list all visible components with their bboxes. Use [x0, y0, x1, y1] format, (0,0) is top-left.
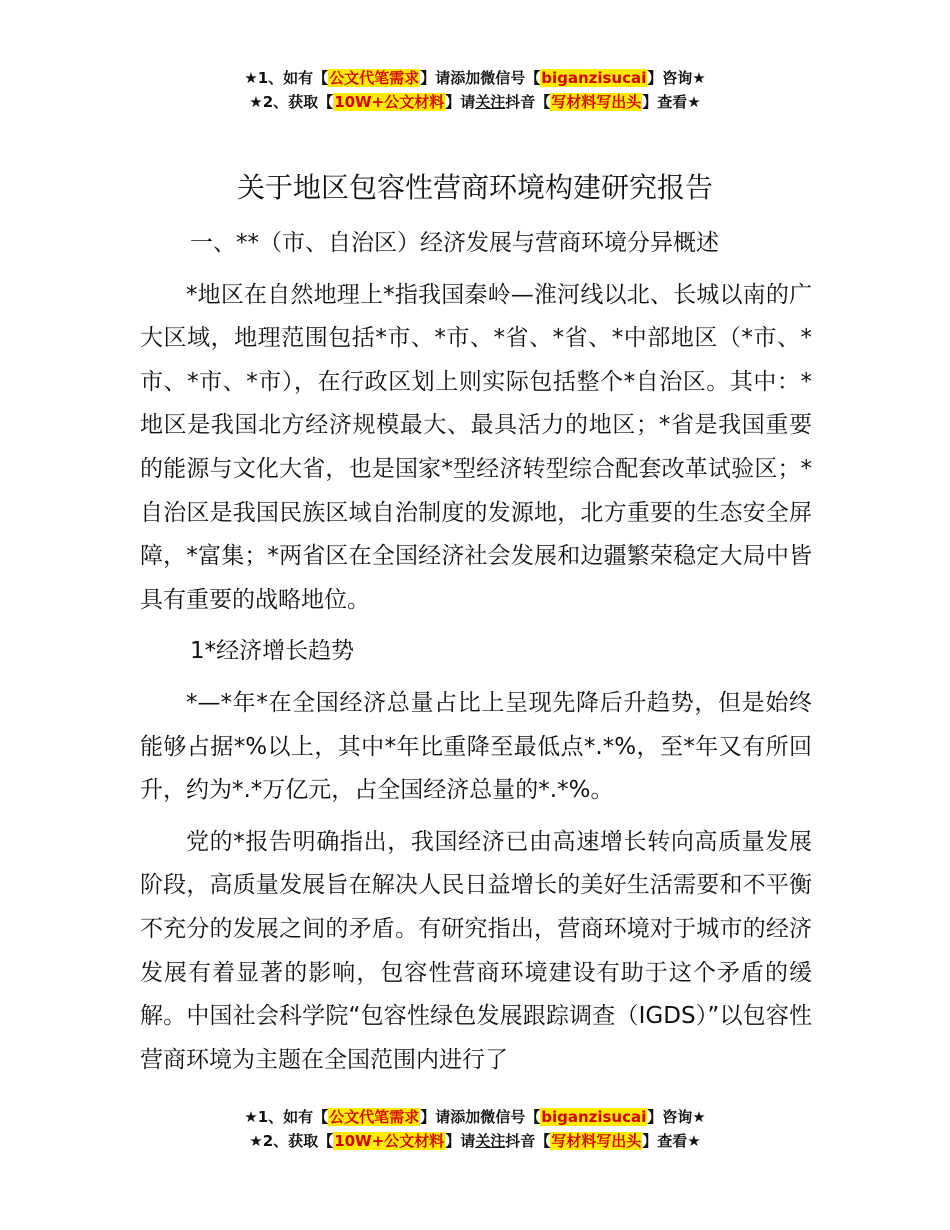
paragraph-3: 党的*报告明确指出，我国经济已由高速增长转向高质量发展阶段，高质量发展旨在解决人民日益增长的美好生活需要和不平衡不充分的发展之间的矛盾。有研究指出，营商环境对于城市的经济发展有着显著的影响，包容性营商环境建设有助于这个矛盾的缓解。中国社会科学院“包容性绿色发展跟踪调查（IGDS）”以包容性营商环境为主题在全国范围内进行了	[140, 828, 812, 1073]
banner-highlight-materials: 10W+公文材料	[334, 1132, 445, 1150]
banner-text: ★2、获取【	[249, 1132, 334, 1150]
document-title: 关于地区包容性营商环境构建研究报告	[236, 171, 713, 204]
paragraph-2: *—*年*在全国经济总量占比上呈现先降后升趋势，但是始终能够占据*%以上，其中*年比重降至最低点*.*%，至*年又有所回升，约为*.*万亿元，占全国经济总量的*.*%。	[140, 689, 812, 804]
banner-line-1	[0, 66, 950, 90]
banner-highlight-douyin: 写材料写出头	[551, 1132, 642, 1150]
banner-text: 】请添加微信号【	[420, 1108, 541, 1126]
banner-text: 】咨询★	[647, 69, 706, 87]
banner-text: 】查看★	[642, 93, 701, 111]
banner-text: ★2、获取【	[249, 93, 334, 111]
banner-highlight-materials: 10W+公文材料	[334, 93, 445, 111]
banner-underline-follow: 关注	[475, 1132, 506, 1150]
banner-line-2	[0, 90, 950, 114]
banner-highlight-wechat-id: biganzisucai	[541, 69, 647, 87]
banner-text: 】查看★	[642, 1132, 701, 1150]
banner-highlight-wechat-id: biganzisucai	[541, 1108, 647, 1126]
banner-text: 抖音【	[505, 1132, 551, 1150]
banner-text: 】请	[445, 93, 476, 111]
banner-highlight-service: 公文代笔需求	[329, 1108, 420, 1126]
section-heading-1: 一、**（市、自治区）经济发展与营商环境分异概述	[190, 230, 719, 256]
document-body	[140, 222, 812, 1090]
paragraph-1: *地区在自然地理上*指我国秦岭—淮河线以北、长城以南的广大区域，地理范围包括*市、*市、*省、*省、*中部地区（*市、*市、*市、*市），在行政区划上则实际包括整个*自治区。其中：*地区是我国北方经济规模最大、最具活力的地区；*省是我国重要的能源与文化大省，也是国家*型经济转型综合配套改革试验区；*自治区是我国民族区域自治制度的发源地，北方重要的生态安全屏障，*富集；*两省区在全国经济社会发展和边疆繁荣稳定大局中皆具有重要的战略地位。	[140, 281, 812, 613]
banner-text: 】咨询★	[647, 1108, 706, 1126]
banner-text: ★1、如有【	[244, 69, 329, 87]
banner-text: 】请添加微信号【	[420, 69, 541, 87]
banner-highlight-service: 公文代笔需求	[329, 69, 420, 87]
banner-highlight-douyin: 写材料写出头	[551, 93, 642, 111]
banner-text: ★1、如有【	[244, 1108, 329, 1126]
footer-banner	[0, 1105, 950, 1153]
banner-text: 】请	[445, 1132, 476, 1150]
banner-line-1	[0, 1105, 950, 1129]
section-heading-2: 1*经济增长趋势	[190, 638, 355, 665]
header-banner	[0, 66, 950, 114]
banner-text: 抖音【	[505, 93, 551, 111]
banner-underline-follow: 关注	[475, 93, 506, 111]
banner-line-2	[0, 1129, 950, 1153]
